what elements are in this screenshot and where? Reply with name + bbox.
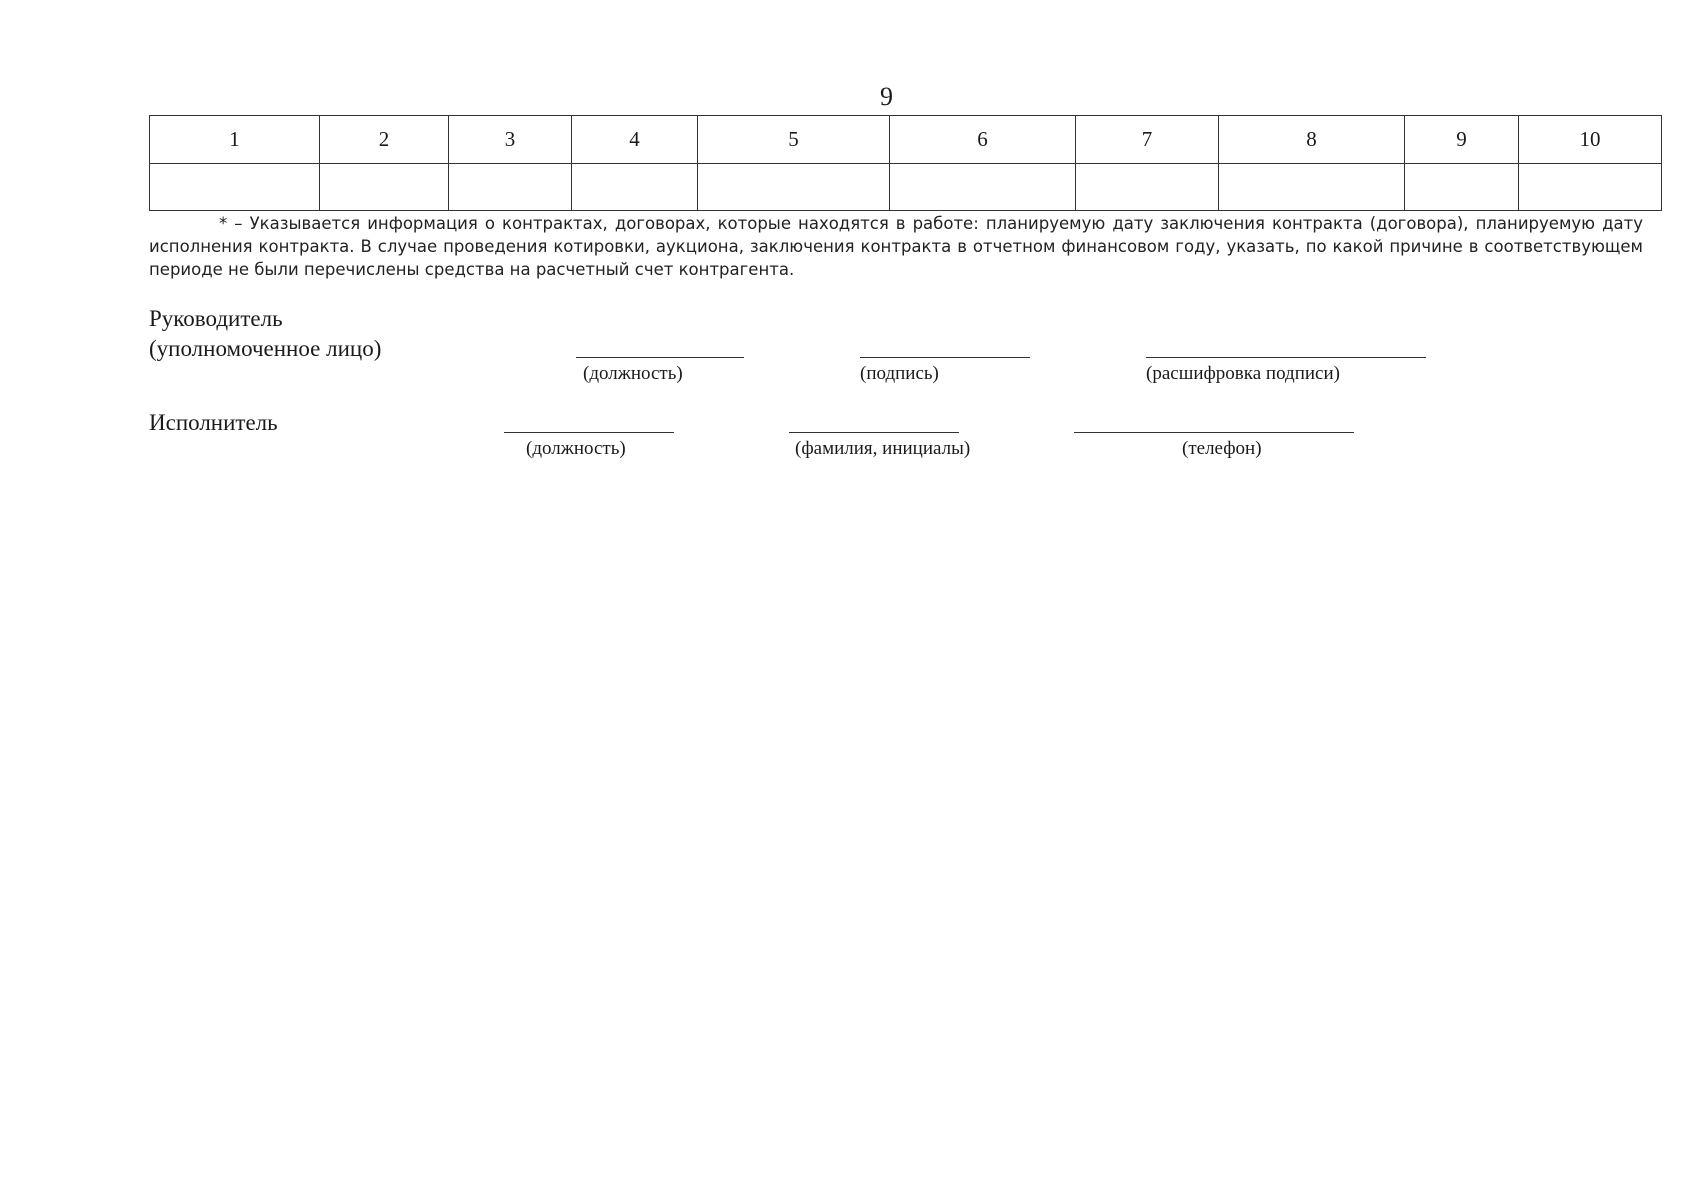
executor-phone-caption: (телефон) bbox=[1182, 438, 1262, 459]
head-signature-line[interactable] bbox=[860, 357, 1030, 358]
head-signature-caption: (подпись) bbox=[860, 363, 939, 384]
executor-title: Исполнитель bbox=[149, 410, 278, 435]
table-cell bbox=[320, 164, 449, 211]
executor-name-caption: (фамилия, инициалы) bbox=[795, 438, 971, 459]
table-header-cell: 6 bbox=[890, 116, 1076, 164]
executor-position-caption: (должность) bbox=[526, 438, 626, 459]
table-header-cell: 7 bbox=[1076, 116, 1219, 164]
table-cell bbox=[150, 164, 320, 211]
head-signature-decoding-caption: (расшифровка подписи) bbox=[1146, 363, 1340, 384]
table-cell bbox=[1405, 164, 1519, 211]
table-header-row bbox=[150, 116, 1662, 164]
table-header-cell: 2 bbox=[320, 116, 449, 164]
head-signature-decoding-line[interactable] bbox=[1146, 357, 1426, 358]
table-cell bbox=[1519, 164, 1662, 211]
table-row bbox=[150, 164, 1662, 211]
contracts-table bbox=[149, 115, 1662, 211]
executor-name-line[interactable] bbox=[789, 432, 959, 433]
table-header-cell: 4 bbox=[572, 116, 698, 164]
footnote: * – Указывается информация о контрактах, договорах, которые находятся в работе: планируемую дату заключения контракта (договора), планируемую дату исполнения контракта. В случае проведения котировки, аукциона, заключения контракта в отчетном финансовом году, указать, по какой причине в соответствующем периоде не были перечислены средства на расчетный счет контрагента. bbox=[149, 214, 1643, 279]
table-header-cell: 1 bbox=[150, 116, 320, 164]
table-cell bbox=[449, 164, 572, 211]
executor-position-line[interactable] bbox=[504, 432, 674, 433]
table-header-cell: 9 bbox=[1405, 116, 1519, 164]
head-subtitle: (уполномоченное лицо) bbox=[149, 336, 382, 361]
table-header-cell: 5 bbox=[698, 116, 890, 164]
table-cell bbox=[572, 164, 698, 211]
head-title: Руководитель bbox=[149, 306, 283, 331]
table-header-cell: 3 bbox=[449, 116, 572, 164]
table-cell bbox=[1219, 164, 1405, 211]
table-cell bbox=[1076, 164, 1219, 211]
table-header-cell: 8 bbox=[1219, 116, 1405, 164]
head-position-caption: (должность) bbox=[583, 363, 683, 384]
table-cell bbox=[890, 164, 1076, 211]
page-number: 9 bbox=[880, 82, 893, 111]
table-cell bbox=[698, 164, 890, 211]
executor-phone-line[interactable] bbox=[1074, 432, 1354, 433]
head-position-line[interactable] bbox=[576, 357, 744, 358]
table-header-cell: 10 bbox=[1519, 116, 1662, 164]
